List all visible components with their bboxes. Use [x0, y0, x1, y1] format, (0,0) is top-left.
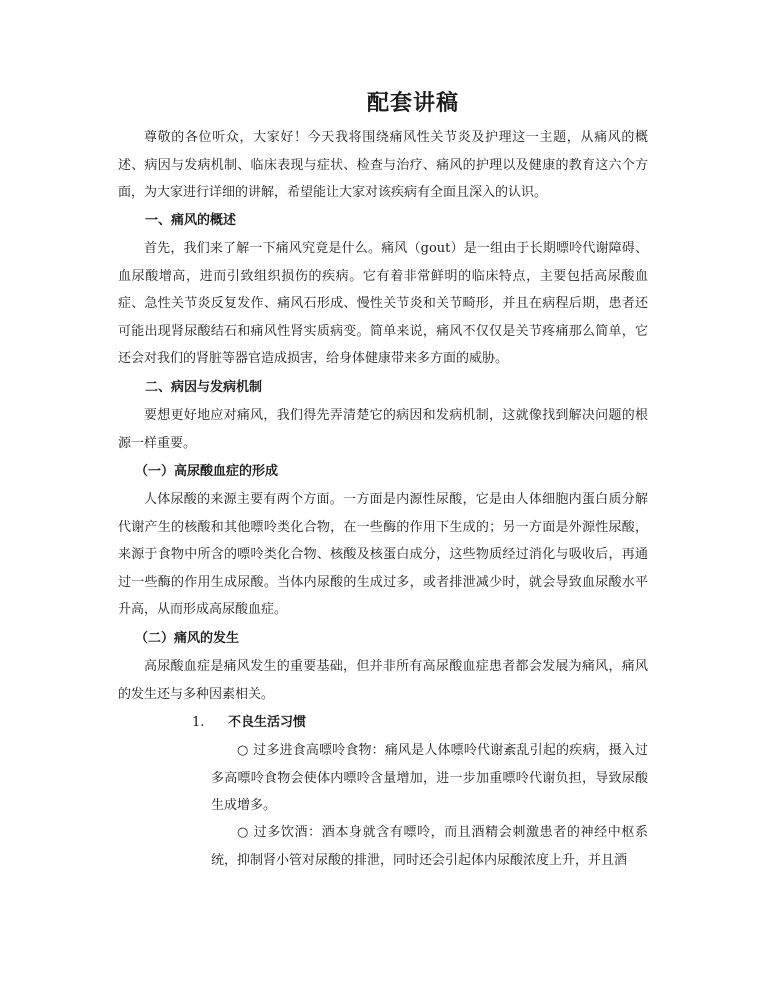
- list-title: 不良生活习惯: [228, 715, 307, 730]
- page-title: 配套讲稿: [366, 91, 459, 116]
- overview-paragraph: 首先，我们来了解一下痛风究竟是什么。痛风（gout）是一组由于长期嘌呤代谢障碍、血尿酸增高，进而引致组织损伤的疾病。它有着非常鲜明的临床特点，主要包括高尿酸血症、急性关节炎反复发作、痛风石形成、慢性关节炎和关节畸形，并且在病程后期，患者还可能出现肾尿酸结石和痛风性肾实质病变。简单来说，痛风不仅仅是关节疼痛那么简单，它还会对我们的肾脏等器官造成损害，给身体健康带来多方面的威胁。: [118, 241, 648, 367]
- bullet-item-text: 过多饮酒：酒本身就含有嘌呤，而且酒精会刺激患者的神经中枢系统，抑制肾小管对尿酸的排泄，同时还会引起体内尿酸浓度上升，并且酒: [211, 825, 648, 868]
- intro-paragraph: 尊敬的各位听众，大家好！今天我将围绕痛风性关节炎及护理这一主题，从痛风的概述、病因与发病机制、临床表现与症状、检查与治疗、痛风的护理以及健康的教育这六个方面，为大家进行详细的讲解，希望能让大家对该疾病有全面且深入的认识。: [118, 130, 648, 201]
- onset-paragraph: 高尿酸血症是痛风发生的重要基础，但并非所有高尿酸血症患者都会发展为痛风，痛风的发生还与多种因素相关。: [118, 659, 648, 702]
- section-heading-overview: 一、痛风的概述: [145, 213, 237, 228]
- bullet-item-text: 过多进食高嘌呤食物：痛风是人体嘌呤代谢紊乱引起的疾病，摄入过多高嘌呤食物会使体内嘌呤含量增加，进一步加重嘌呤代谢负担，导致尿酸生成增多。: [211, 743, 648, 814]
- subsection-heading-hyperuricemia: （一）高尿酸血症的形成: [135, 464, 279, 479]
- subsection-heading-onset: （二）痛风的发生: [135, 631, 240, 646]
- circle-bullet-icon: ○: [237, 743, 249, 758]
- section-heading-etiology: 二、病因与发病机制: [145, 380, 263, 395]
- list-item: [211, 737, 648, 820]
- circle-bullet-icon: ○: [237, 825, 249, 840]
- hyperuricemia-paragraph: 人体尿酸的来源主要有两个方面。一方面是内源性尿酸，它是由人体细胞内蛋白质分解代谢产生的核酸和其他嘌呤类化合物，在一些酶的作用下生成的；另一方面是外源性尿酸，来源于食物中所含的嘌呤类化合物、核酸及核蛋白成分，这些物质经过消化与吸收后，再通过一些酶的作用生成尿酸。当体内尿酸的生成过多，或者排泄减少时，就会导致血尿酸水平升高，从而形成高尿酸血症。: [118, 492, 648, 618]
- list-number: 1.: [192, 715, 205, 730]
- etiology-paragraph: 要想更好地应对痛风，我们得先弄清楚它的病因和发病机制，这就像找到解决问题的根源一样重要。: [118, 408, 648, 451]
- list-item: [211, 819, 648, 874]
